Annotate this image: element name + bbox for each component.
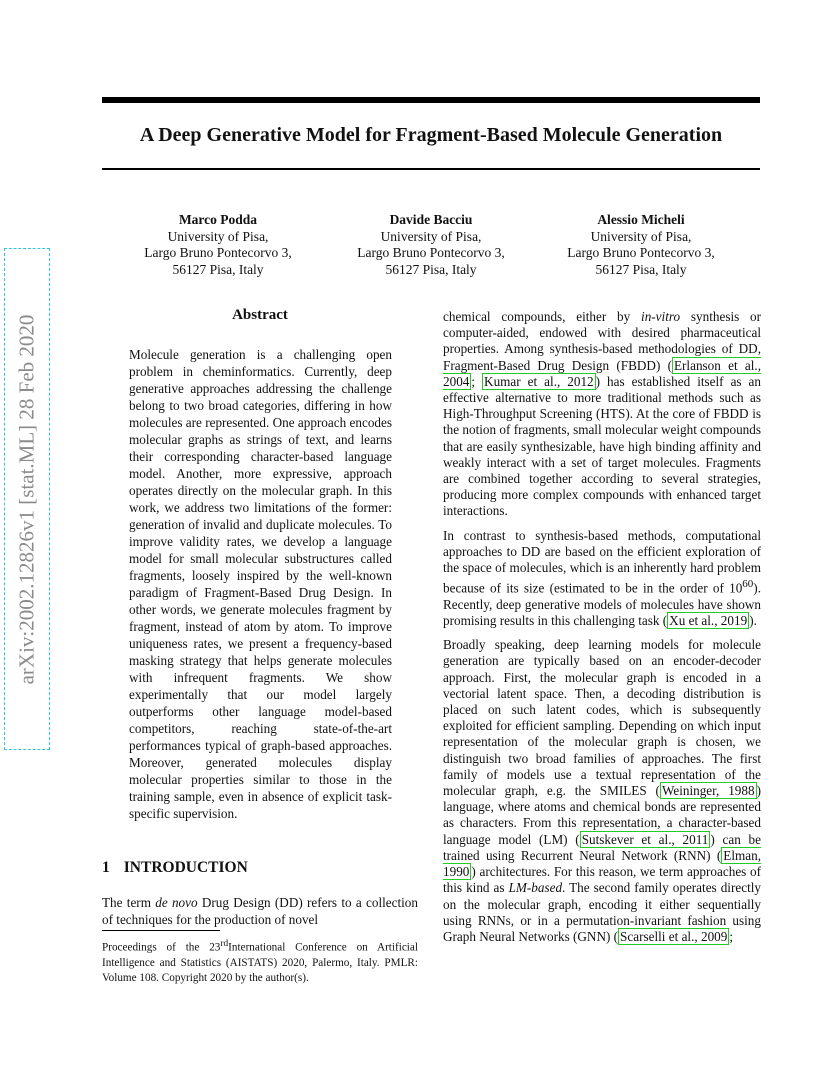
author-name: Marco Podda	[178, 212, 258, 227]
author-affiliation: University of Pisa,	[590, 228, 692, 244]
footnote	[102, 937, 418, 986]
emphasis: LM-based	[508, 880, 563, 896]
author-city: 56127 Pisa, Italy	[595, 261, 687, 277]
citation-link[interactable]: Sutskever et al., 2011	[581, 831, 709, 847]
text-run: ;	[729, 928, 734, 944]
superscript: rd	[220, 939, 229, 949]
citation-link[interactable]: Kumar et al., 2012	[484, 373, 594, 389]
author-name: Alessio Micheli	[597, 212, 685, 227]
abstract-body: Molecule generation is a challenging open problem in cheminformatics. Currently, deep generative approaches addressing the challenge belong to two broad categories, differing in how molecules are represented. One approach encodes molecular graphs as strings of text, and learns their corresponding character-based language model. Another, more expressive, approach operates directly on the molecular graph. In this work, we address two limitations of the former: generation of invalid and duplicate molecules. To improve validity rates, we develop a language model for small molecular substructures called fragments, loosely inspired by the well-known paradigm of Fragment-Based Drug Design. In other words, we generate molecules fragment by fragment, instead of atom by atom. To improve uniqueness rates, we present a frequency-based masking strategy that helps generate molecules with infrequent fragments. We show experimentally that our model largely outperforms other language model-based competitors, reaching state-of-the-art performances typical of graph-based approaches. Moreover, generated molecules display molecular properties similar to those in the training sample, even in absence of explicit task-specific supervision.	[129, 347, 392, 821]
section-number: 1	[102, 859, 110, 876]
abstract-heading: Abstract	[232, 307, 288, 323]
author-name: Davide Bacciu	[389, 212, 473, 227]
author-city: 56127 Pisa, Italy	[385, 261, 477, 277]
superscript: 60	[742, 578, 754, 591]
text-run: In contrast to synthesis-based methods, computational approaches to DD are based on the efficient exploration of the space of molecules, which is an inherently hard problem because of its size (estimated to be in the order of 10	[443, 527, 761, 596]
author-address: Largo Bruno Pontecorvo 3,	[357, 245, 505, 260]
emphasis: in-vitro	[641, 309, 681, 324]
title-rule	[102, 168, 760, 170]
intro-paragraph	[102, 894, 418, 928]
section-heading	[102, 859, 248, 877]
body-paragraph	[443, 637, 761, 945]
citation-link[interactable]: Elman, 1990	[443, 847, 761, 880]
text-run: ) can be trained using Recurrent Neural Network (RNN) (	[443, 831, 761, 863]
text-run: The term	[102, 895, 156, 910]
body-paragraph	[443, 309, 761, 520]
citation-link[interactable]: Weininger, 1988	[661, 783, 755, 799]
text-run: International Conference on Artificial Intelligence and Statistics (AISTATS) 2020, Palermo, Italy. PMLR: Volume 108. Copyright 2020 by the author(s).	[102, 941, 418, 984]
author-address: Largo Bruno Pontecorvo 3,	[567, 245, 715, 260]
text-run: ;	[471, 373, 483, 389]
citation-link[interactable]: Erlanson et al., 2004	[443, 357, 761, 389]
arxiv-stamp[interactable]	[4, 248, 50, 750]
emphasis: de novo	[155, 895, 198, 910]
section-title: INTRODUCTION	[123, 859, 248, 876]
author-block	[321, 212, 541, 278]
paper-title: A Deep Generative Model for Fragment-Based Molecule Generation	[139, 124, 723, 146]
footnote-rule	[102, 930, 220, 931]
citation-link[interactable]: Xu et al., 2019	[669, 613, 748, 629]
body-paragraph	[443, 528, 761, 630]
text-run: . The second family operates directly on the molecular graph, encoding it either sequentially using RNNs, or in a permutation-invariant fashion using Graph Neural Networks (GNN) (	[443, 880, 761, 944]
author-address: Largo Bruno Pontecorvo 3,	[144, 245, 292, 260]
text-run: ) has established itself as an effective alternative to more traditional methods such as High-Throughput Screening (HTS). At the core of FBDD is the notion of fragments, small molecular weight compounds that are easily synthesizable, have high binding affinity and weakly interact with a set of target molecules. Fragments are combined together according to several strategies, producing more complex compounds with enhanced target interactions.	[443, 373, 761, 519]
author-block	[108, 212, 328, 278]
text-run: Broadly speaking, deep learning models for molecule generation are typically based on an encoder-decoder approach. First, the molecular graph is encoded in a vectorial latent space. Then, a decoding distribution is placed on such latent codes, which is subsequently exploited for efficient sampling. Depending on which input representation of the molecular graph is chosen, we distinguish two broad families of approaches. The first family of models use a textual representation of the molecular graph, e.g. the SMILES (	[443, 637, 761, 799]
citation-link[interactable]: Scarselli et al., 2009	[620, 928, 728, 944]
text-run: ).	[749, 613, 757, 629]
author-affiliation: University of Pisa,	[167, 228, 269, 244]
author-affiliation: University of Pisa,	[380, 228, 482, 244]
top-rule	[102, 97, 760, 103]
text-run: Proceedings of the 23	[102, 941, 221, 954]
text-run: ) language, where atoms and chemical bonds are represented as characters. From this representation, a character-based language model (LM) (	[443, 783, 761, 847]
arxiv-id-label: arXiv:2002.12826v1 [stat.ML] 28 Feb 2020	[14, 314, 39, 684]
text-run: Drug Design (DD) refers to a collection of techniques for the production of novel	[102, 895, 418, 927]
text-run: chemical compounds, either by	[443, 309, 642, 324]
text-run: ) architectures. For this reason, we term approaches of this kind as	[443, 864, 761, 896]
right-column	[443, 309, 761, 953]
text-run: ). Recently, deep generative models of molecules have shown promising results in this challenging task (	[443, 580, 761, 629]
author-block	[531, 212, 751, 278]
text-run: synthesis or computer-aided, endowed with desired pharmaceutical properties. Among synthesis-based methodologies of DD, Fragment-Based Drug Design (FBDD) (	[443, 309, 762, 373]
author-city: 56127 Pisa, Italy	[172, 261, 264, 277]
